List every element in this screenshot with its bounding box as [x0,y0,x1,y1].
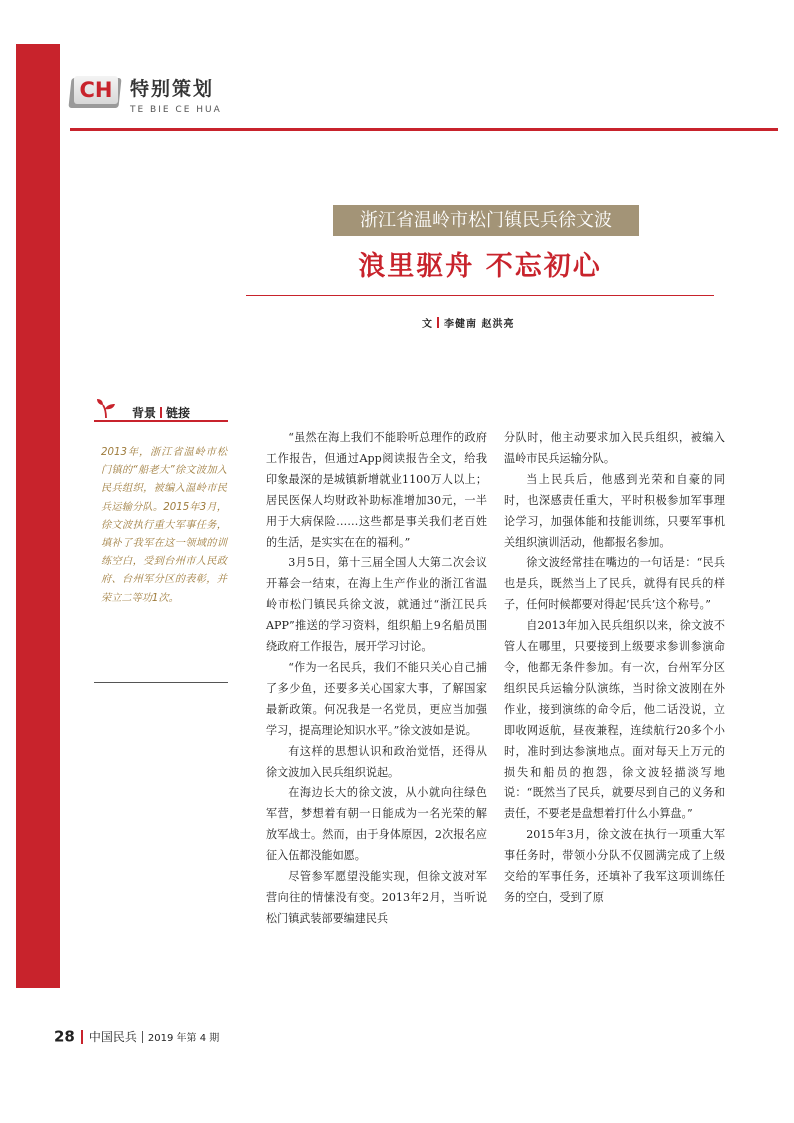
paragraph: 尽管参军愿望没能实现，但徐文波对军营向往的情愫没有变。2013年2月，当听说松门镇武装部要编建民兵 [266,870,487,925]
paragraph: 2015年3月，徐文波在执行一项重大军事任务时，带领小分队不仅圆满完成了上级交给的军事任务，还填补了我军这项训练任务的空白，受到了原 [504,828,725,904]
paragraph-continuation: 分队时，他主动要求加入民兵组织，被编入温岭市民兵运输分队。 [504,431,725,465]
section-title: 特别策划 [130,78,215,100]
paragraph: 徐文波经常挂在嘴边的一句话是：“民兵也是兵，既然当上了民兵，就得有民兵的样子，任何时候都要对得起‘民兵’这个称号。” [504,556,725,612]
paragraph: 3月5日，第十三届全国人大第二次会议开幕会一结束，在海上生产作业的浙江省温岭市松门镇民兵徐文波，就通过“浙江民兵APP”推送的学习资料，组织船上9名船员围绕政府工作报告，展开学习讨论。 [266,556,487,654]
sidebar-label-background: 背景 [132,406,157,420]
sidebar-label-link: 链接 [166,406,191,420]
byline-prefix: 文 [422,319,432,330]
article-kicker: 浙江省温岭市松门镇民兵徐文波 [333,205,639,236]
paragraph: 自2013年加入民兵组织以来，徐文波不管人在哪里，只要接到上级要求参训参演命令，他都无条件参加。有一次，台州军分区组织民兵运输分队演练，当时徐文波刚在外作业，接到演练的命令后，他二话没说，立即收网返航，昼夜兼程，连续航行20多个小时，准时到达参演地点。面对每天上万元的损失和船员的抱怨，徐文波轻描淡写地说：“既然当了民兵，就要尽到自己的义务和责任，不要老是盘想着打什么小算盘。” [504,619,725,821]
byline [422,315,514,330]
sidebar-heading [132,404,190,421]
body-column-1 [266,428,487,930]
section-pinyin: TE BIE CE HUA [130,105,222,115]
byline-authors: 李健南 赵洪亮 [444,319,515,330]
paragraph: 在海边长大的徐文波，从小就向往绿色军营，梦想着有朝一日能成为一名光荣的解放军战士。然而，由于身体原因，2次报名应征入伍都没能如愿。 [266,786,487,863]
paragraph: “虽然在海上我们不能聆听总理作的政府工作报告，但通过App阅读报告全文，给我印象最深的是城镇新增就业1100万人以上；居民医保人均财政补助标准增加30元，一半用于大病保险……这些都是事关我们老百姓的生活，是实实在在的福利。” [266,431,487,549]
page-number: 28 [54,1027,75,1046]
section-logo-text: CH [74,76,118,104]
page-footer [54,1026,219,1046]
article-title: 浪里驱舟 不忘初心 [358,251,602,282]
sidebar-rule-top [94,420,228,422]
paragraph: 有这样的思想认识和政治觉悟，还得从徐文波加入民兵组织说起。 [266,744,487,779]
issue-info: 2019 年第 4 期 [147,1033,220,1044]
body-column-2 [504,428,725,909]
sidebar-rule-bottom [94,682,228,683]
left-red-bar [16,44,60,988]
magazine-name: 中国民兵 [88,1030,137,1044]
sprout-icon [94,396,118,420]
header-rule [70,128,778,131]
section-logo [70,76,122,108]
paragraph: “作为一名民兵，我们不能只关心自己捕了多少鱼，还要多关心国家大事，了解国家最新政策。何况我是一名党员，更应当加强学习，提高理论知识水平。”徐文波如是说。 [266,660,487,737]
title-rule [246,295,714,296]
paragraph: 当上民兵后，他感到光荣和自豪的同时，也深感责任重大，平时积极参加军事理论学习，加强体能和技能训练，只要军事机关组织演训活动，他都报名参加。 [504,472,725,549]
sidebar-text: 2013年，浙江省温岭市松门镇的“船老大”徐文波加入民兵组织，被编入温岭市民兵运输分队。2015年3月，徐文波执行重大军事任务，填补了我军在这一领域的训练空白，受到台州市人民政府、台州军分区的表彰，并荣立二等功1次。 [101,447,227,604]
